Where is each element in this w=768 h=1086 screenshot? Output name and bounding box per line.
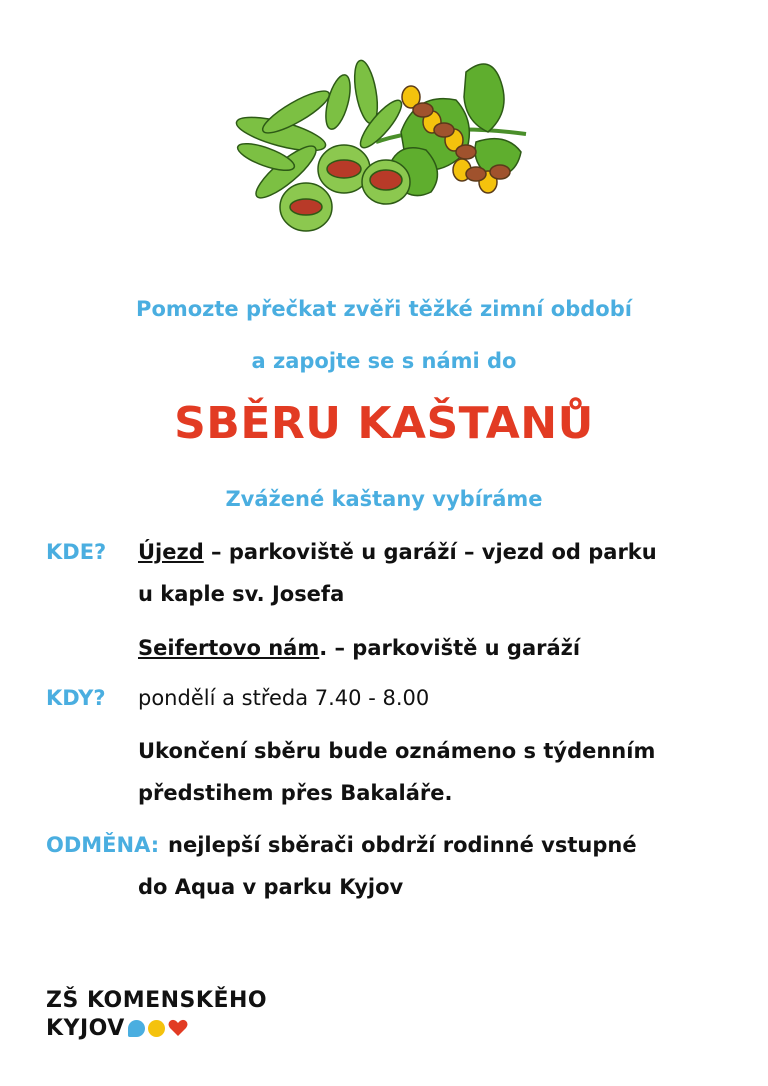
- when-note: [138, 730, 655, 814]
- where-place-1: [138, 531, 657, 615]
- reward-text-2: do Aqua v parku Kyjov: [138, 875, 404, 899]
- intro-line-1: Pomozte přečkat zvěři těžké zimní období: [136, 297, 632, 321]
- when-note-1: Ukončení sběru bude oznámeno s týdenním: [138, 739, 656, 763]
- intro-line-2: a zapojte se s námi do: [251, 349, 517, 373]
- place-1-desc-2: u kaple sv. Josefa: [138, 582, 345, 606]
- school-logo-line-2: [46, 1016, 188, 1041]
- place-1-desc: – parkoviště u garáží – vjezd od parku: [203, 540, 657, 564]
- place-2-desc: . – parkoviště u garáží: [319, 636, 581, 660]
- place-2-name: Seifertovo nám: [138, 636, 320, 660]
- yellow-dot-icon: [148, 1020, 165, 1037]
- when-note-2: předstihem přes Bakaláře.: [138, 781, 453, 805]
- school-logo-city: KYJOV: [46, 1016, 125, 1041]
- place-1-name: Újezd: [138, 540, 204, 564]
- where-label: KDE?: [46, 540, 107, 564]
- subtitle: Zvážené kaštany vybíráme: [225, 487, 543, 511]
- chestnut-illustration: [226, 52, 538, 244]
- where-place-2: [138, 627, 580, 669]
- when-label: KDY?: [46, 686, 106, 710]
- page-title: SBĚRU KAŠTANŮ: [174, 398, 594, 449]
- reward-label: ODMĚNA:: [46, 833, 160, 857]
- reward-text-1: nejlepší sběrači obdrží rodinné vstupné: [168, 833, 637, 857]
- school-logo-line-1: ZŠ KOMENSKĚHO: [46, 988, 268, 1013]
- blue-dot-icon: [128, 1020, 145, 1037]
- when-time: pondělí a středa 7.40 - 8.00: [138, 686, 430, 710]
- red-heart-icon: [168, 1019, 188, 1037]
